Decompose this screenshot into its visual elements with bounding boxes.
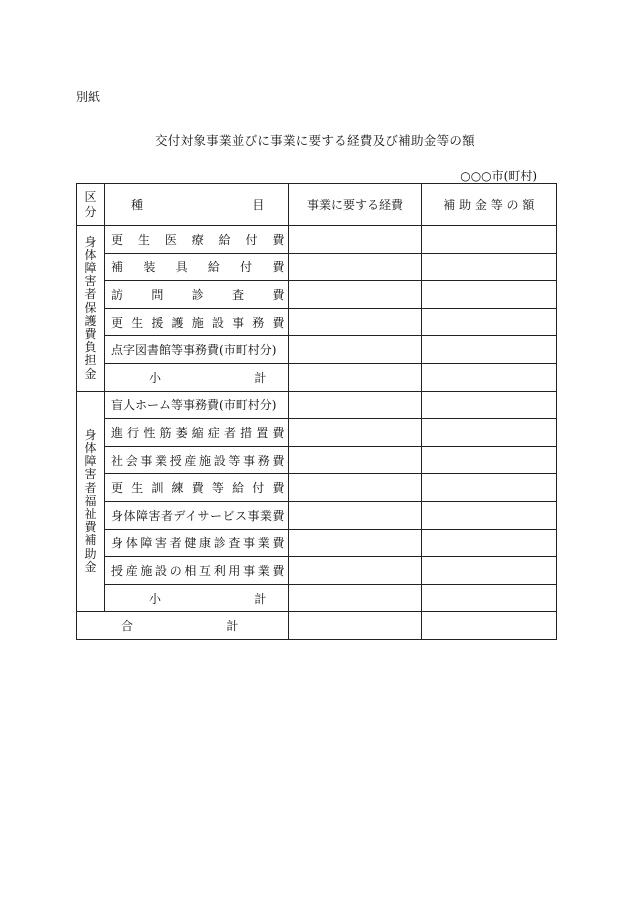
city-label: ○○○市(町村) (460, 169, 537, 183)
subsidy-cell[interactable] (421, 308, 556, 336)
group1-label: 身体障害者保護費負担金 (77, 226, 105, 392)
table-row (77, 474, 557, 502)
cost-cell[interactable] (289, 363, 421, 391)
subsidy-cell[interactable] (421, 226, 556, 254)
table-row (77, 529, 557, 557)
item-name: 進行性筋萎縮症者措置費 (105, 419, 289, 447)
subtotal-label: 小 計 (105, 363, 289, 391)
item-name: 補装具給付費 (105, 253, 289, 281)
subsidy-cell[interactable] (421, 446, 556, 474)
item-name: 更生援護施設事務費 (105, 308, 289, 336)
item-name: 身体障害者健康診査事業費 (105, 529, 289, 557)
cost-cell[interactable] (289, 501, 421, 529)
cost-cell[interactable] (289, 253, 421, 281)
header-cost: 事業に要する経費 (289, 184, 421, 226)
table-header-row (77, 184, 557, 226)
subsidy-cell[interactable] (421, 529, 556, 557)
subsidy-cell[interactable] (421, 419, 556, 447)
group2-label: 身体障害者福祉費補助金 (77, 391, 105, 612)
document-title: 交付対象事業並びに事業に要する経費及び補助金等の額 (154, 133, 475, 148)
subtotal-row (77, 584, 557, 612)
header-shumoku: 種 目 (105, 184, 289, 226)
item-name: 身体障害者デイサービス事業費 (105, 501, 289, 529)
item-name: 更生医療給付費 (105, 226, 289, 254)
table-row (77, 557, 557, 585)
cost-cell[interactable] (289, 446, 421, 474)
cost-cell[interactable] (289, 281, 421, 309)
item-name: 授産施設の相互利用事業費 (105, 557, 289, 585)
item-name: 盲人ホーム等事務費(市町村分) (105, 391, 289, 419)
subtotal-label: 小 計 (105, 584, 289, 612)
total-label: 合 計 (77, 612, 289, 640)
subtotal-row (77, 363, 557, 391)
table-row (77, 336, 557, 364)
table-row (77, 226, 557, 254)
cost-cell[interactable] (289, 612, 421, 640)
cost-cell[interactable] (289, 336, 421, 364)
subsidy-cell[interactable] (421, 474, 556, 502)
table-row (77, 281, 557, 309)
table-row (77, 501, 557, 529)
table-row (77, 308, 557, 336)
attachment-label: 別紙 (76, 90, 101, 104)
table-row (77, 391, 557, 419)
subsidy-cell[interactable] (421, 281, 556, 309)
subsidy-cell[interactable] (421, 501, 556, 529)
subsidy-cell[interactable] (421, 612, 556, 640)
cost-cell[interactable] (289, 419, 421, 447)
item-name: 点字図書館等事務費(市町村分) (105, 336, 289, 364)
subsidy-cell[interactable] (421, 336, 556, 364)
subsidy-table (76, 183, 557, 640)
header-subsidy: 補 助 金 等 の 額 (421, 184, 556, 226)
cost-cell[interactable] (289, 308, 421, 336)
header-kubun: 区分 (77, 184, 105, 226)
table-row (77, 253, 557, 281)
total-row (77, 612, 557, 640)
item-name: 訪問診査費 (105, 281, 289, 309)
table-row (77, 419, 557, 447)
cost-cell[interactable] (289, 584, 421, 612)
subsidy-cell[interactable] (421, 584, 556, 612)
subsidy-cell[interactable] (421, 557, 556, 585)
cost-cell[interactable] (289, 391, 421, 419)
table-row (77, 446, 557, 474)
cost-cell[interactable] (289, 474, 421, 502)
item-name: 更生訓練費等給付費 (105, 474, 289, 502)
subsidy-cell[interactable] (421, 253, 556, 281)
cost-cell[interactable] (289, 226, 421, 254)
item-name: 社会事業授産施設等事務費 (105, 446, 289, 474)
subsidy-cell[interactable] (421, 363, 556, 391)
cost-cell[interactable] (289, 557, 421, 585)
subsidy-cell[interactable] (421, 391, 556, 419)
cost-cell[interactable] (289, 529, 421, 557)
